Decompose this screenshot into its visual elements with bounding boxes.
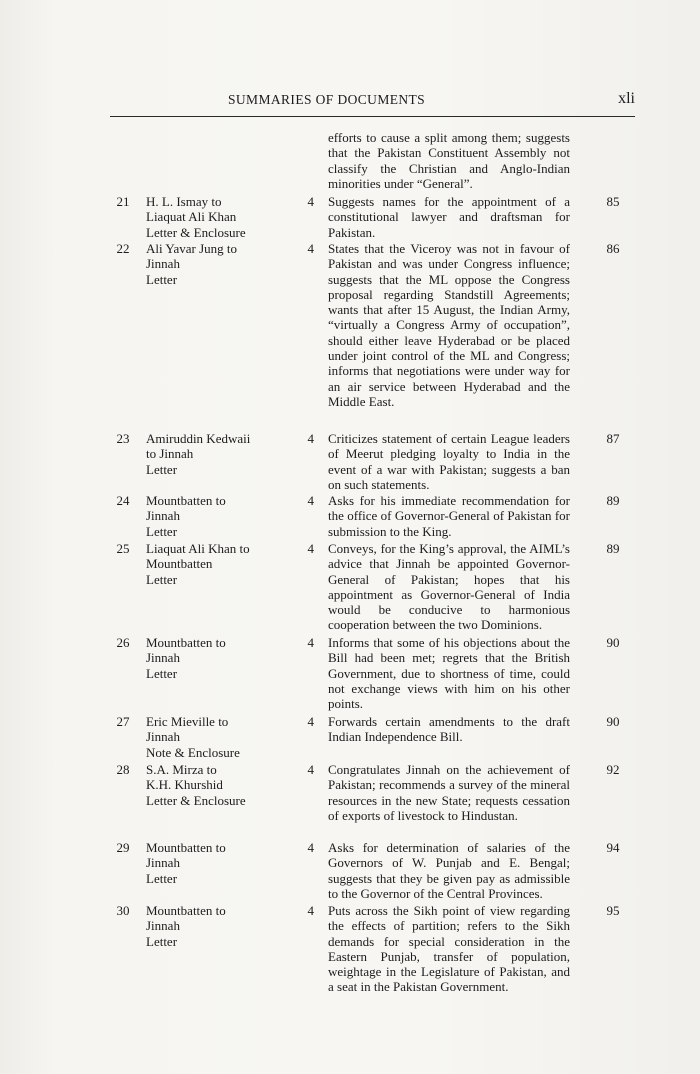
correspondents — [146, 840, 296, 886]
document-page-ref: 87 — [606, 431, 620, 446]
correspondent-line: Letter — [146, 571, 178, 587]
correspondent-line: Letter — [146, 523, 178, 539]
document-page-ref: 90 — [606, 714, 620, 729]
header-rule — [110, 116, 635, 117]
page-number: xli — [618, 90, 635, 107]
correspondent-line: Eric Mieville to — [146, 714, 229, 729]
document-page-ref: 89 — [606, 541, 620, 556]
running-title: SUMMARIES OF DOCUMENTS — [228, 92, 426, 107]
correspondent-line: K.H. Khurshid — [146, 777, 223, 793]
page-count: 4 — [307, 762, 314, 777]
correspondent-line: Note & Enclosure — [146, 744, 240, 760]
correspondent-line: Letter & Enclosure — [146, 792, 246, 808]
correspondent-line: Liaquat Ali Khan to — [146, 541, 250, 556]
document-page-ref: 85 — [606, 194, 620, 209]
entry-number: 30 — [116, 903, 130, 918]
correspondent-line: Jinnah — [146, 855, 180, 871]
summary-text: Puts across the Sikh point of view regarding the effects of partition; refers to the Sikh demands for special consideration in the Eastern Punjab, transfer of population, weightage in the Legislature of Pakistan, and a seat in the Pakistan Government. — [328, 903, 570, 995]
correspondent-line: Mountbatten to — [146, 635, 226, 650]
summary-text: Informs that some of his objections about the Bill had been met; regrets that the British Government, due to shortness of time, could not exchange views with him on his other points. — [328, 635, 570, 712]
correspondent-line: Letter & Enclosure — [146, 224, 246, 240]
correspondent-line: Jinnah — [146, 918, 180, 934]
document-page-ref: 89 — [606, 493, 620, 508]
entry-number: 27 — [116, 714, 130, 729]
correspondent-line: to Jinnah — [146, 446, 194, 462]
document-page-ref: 94 — [606, 840, 620, 855]
page-count: 4 — [307, 840, 314, 855]
summary-text: Suggests names for the appointment of a constitutional lawyer and draftsman for Pakistan. — [328, 194, 570, 240]
document-page-ref: 95 — [606, 903, 620, 918]
correspondent-line: S.A. Mirza to — [146, 762, 217, 777]
correspondent-line: H. L. Ismay to — [146, 194, 222, 209]
summary-text: Criticizes statement of certain League leaders of Meerut pledging loyalty to India in the event of a war with Pakistan; suggests a ban on such statements. — [328, 431, 570, 492]
correspondent-line: Jinnah — [146, 256, 180, 272]
correspondents — [146, 635, 296, 681]
page-count: 4 — [307, 241, 314, 256]
page-count: 4 — [307, 635, 314, 650]
summary-text: States that the Viceroy was not in favour of Pakistan and was under Congress influence; suggests that the ML oppose the Congress proposal regarding Standstill Agreements; wants that after 15 August, the Indian Army, “virtually a Congress Army of occupation”, should either leave Hyderabad or be placed under joint control of the ML and Congress; informs that negotiations were under way for an air service between Hyderabad and the Middle East. — [328, 241, 570, 409]
correspondent-line: Mountbatten to — [146, 493, 226, 508]
page-count: 4 — [307, 194, 314, 209]
entry-number: 24 — [116, 493, 130, 508]
summary-text: Forwards certain amendments to the draft Indian Independence Bill. — [328, 714, 570, 745]
correspondent-line: Jinnah — [146, 650, 180, 666]
correspondents — [146, 241, 296, 287]
correspondents — [146, 431, 296, 477]
entry-number: 28 — [116, 762, 130, 777]
correspondent-line: Letter — [146, 665, 178, 681]
page-count: 4 — [307, 493, 314, 508]
correspondents — [146, 541, 296, 587]
correspondents — [146, 493, 296, 539]
correspondents — [146, 194, 296, 240]
entry-number: 21 — [116, 194, 130, 209]
correspondent-line: Letter — [146, 933, 178, 949]
page-count: 4 — [307, 431, 314, 446]
summary-text: Congratulates Jinnah on the achievement of Pakistan; recommends a survey of the mineral resources in the new State; requests cessation of exports of livestock to Hindustan. — [328, 762, 570, 823]
correspondent-line: Letter — [146, 870, 178, 886]
continued-summary: efforts to cause a split among them; suggests that the Pakistan Constituent Assembly not classify the Christian and Anglo-Indian minorities under “General”. — [328, 130, 570, 191]
correspondent-line: Mountbatten to — [146, 840, 226, 855]
correspondent-line: Jinnah — [146, 729, 180, 745]
document-page-ref: 90 — [606, 635, 620, 650]
summary-text: Asks for his immediate recommendation for the office of Governor-General of Pakistan for submission to the King. — [328, 493, 570, 539]
entry-number: 29 — [116, 840, 130, 855]
entry-number: 26 — [116, 635, 130, 650]
correspondents — [146, 903, 296, 949]
correspondent-line: Jinnah — [146, 508, 180, 524]
summary-text: Conveys, for the King’s approval, the AIML’s advice that Jinnah be appointed Governor-General of Pakistan; hopes that his appointment as Governor-General of India would be conducive to harmonious cooperation between the two Dominions. — [328, 541, 570, 633]
page-count: 4 — [307, 541, 314, 556]
correspondents — [146, 714, 296, 760]
document-page-ref: 86 — [606, 241, 620, 256]
page-count: 4 — [307, 903, 314, 918]
entry-number: 22 — [116, 241, 130, 256]
entry-number: 23 — [116, 431, 130, 446]
correspondents — [146, 762, 296, 808]
entry-number: 25 — [116, 541, 130, 556]
correspondent-line: Letter — [146, 271, 178, 287]
page-header — [110, 92, 635, 114]
correspondent-line: Mountbatten — [146, 556, 213, 572]
page-count: 4 — [307, 714, 314, 729]
correspondent-line: Mountbatten to — [146, 903, 226, 918]
correspondent-line: Letter — [146, 461, 178, 477]
summary-text: Asks for determination of salaries of the Governors of W. Punjab and E. Bengal; suggests that they be given pay as admissible to the Governor of the Central Provinces. — [328, 840, 570, 901]
correspondent-line: Amiruddin Kedwaii — [146, 431, 251, 446]
document-page-ref: 92 — [606, 762, 620, 777]
correspondent-line: Liaquat Ali Khan — [146, 209, 237, 225]
correspondent-line: Ali Yavar Jung to — [146, 241, 238, 256]
